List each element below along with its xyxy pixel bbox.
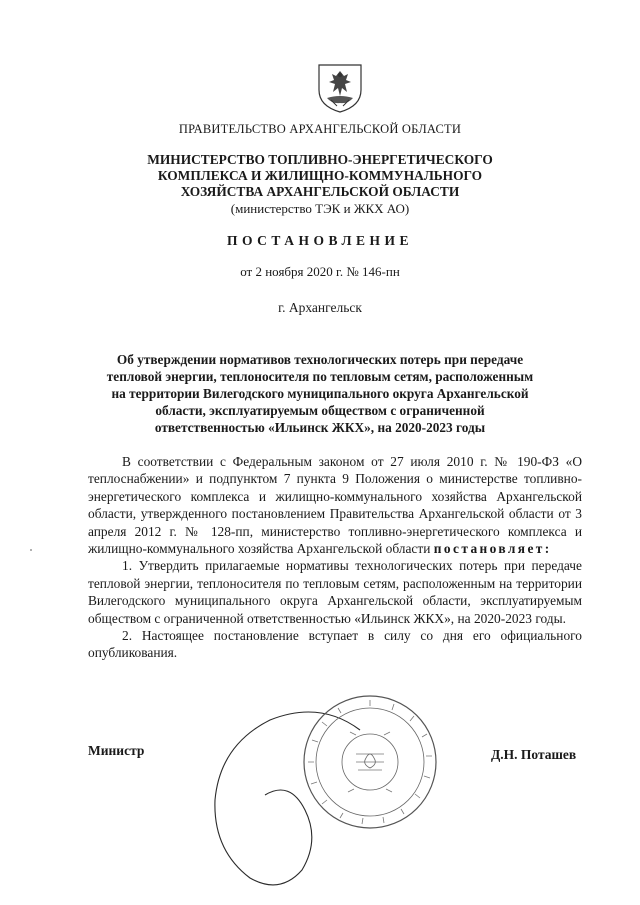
- margin-mark: [28, 547, 34, 553]
- signatory-position: Министр: [88, 743, 145, 758]
- item-1-paragraph: 1. Утвердить прилагаемые нормативы технологических потерь при передаче тепловой энергии, теплоносителя по тепловым сетям, расположенным на территории Вилегодского муниципального округа Архангельской области, эксплуатируемым обществом с ограниченной ответственностью «Ильинск ЖКХ», на 2020-2023 годы.: [88, 558, 582, 626]
- title-line: Об утверждении нормативов технологических потерь при передаче: [116, 352, 524, 367]
- preamble-text: В соответствии с Федеральным законом от 27 июля 2010 г. № 190-ФЗ «О теплоснабжении» и подпунктом 7 пункта 9 Положения о министерстве топливно-энергетического комплекса и жилищно-коммунального хозяйства Архангельской области, утвержденного постановлением Правительства Архангельской области от 3 апреля 2012 г. № 128-пп, министерство топливно-энергетического комплекса и жилищно-коммунального хозяйства Архангельской области: [88, 454, 582, 557]
- item-2-paragraph: 2. Настоящее постановление вступает в силу со дня его официального опубликования.: [88, 628, 582, 661]
- ministry-line: ХОЗЯЙСТВА АРХАНГЕЛЬСКОЙ ОБЛАСТИ: [180, 184, 460, 199]
- preamble-paragraph: [88, 453, 582, 557]
- official-seal: [300, 692, 440, 832]
- signatory-name: Д.Н. Поташев: [491, 747, 577, 762]
- title-line: на территории Вилегодского муниципального округа Архангельской: [111, 386, 529, 401]
- government-name: ПРАВИТЕЛЬСТВО АРХАНГЕЛЬСКОЙ ОБЛАСТИ: [178, 122, 462, 136]
- document-body: [88, 453, 582, 662]
- ministry-line: МИНИСТЕРСТВО ТОПЛИВНО-ЭНЕРГЕТИЧЕСКОГО: [147, 152, 493, 167]
- title-line: тепловой энергии, теплоносителя по тепловым сетям, расположенным: [106, 369, 534, 384]
- document-city: г. Архангельск: [278, 300, 362, 315]
- document-date-number: от 2 ноября 2020 г. № 146-пн: [240, 264, 400, 279]
- ministry-name: [0, 152, 640, 200]
- ministry-line: КОМПЛЕКСА И ЖИЛИЩНО-КОММУНАЛЬНОГО: [157, 168, 483, 183]
- title-line: ответственностью «Ильинск ЖКХ», на 2020-2023 годы: [154, 420, 486, 435]
- document-type: ПОСТАНОВЛЕНИЕ: [226, 233, 414, 248]
- coat-of-arms-icon: [315, 62, 365, 114]
- resolves-word: постановляет:: [433, 541, 552, 557]
- title-line: области, эксплуатируемым обществом с ограниченной: [155, 403, 485, 418]
- document-title: [0, 351, 640, 436]
- ministry-abbreviation: (министерство ТЭК и ЖКХ АО): [230, 201, 410, 216]
